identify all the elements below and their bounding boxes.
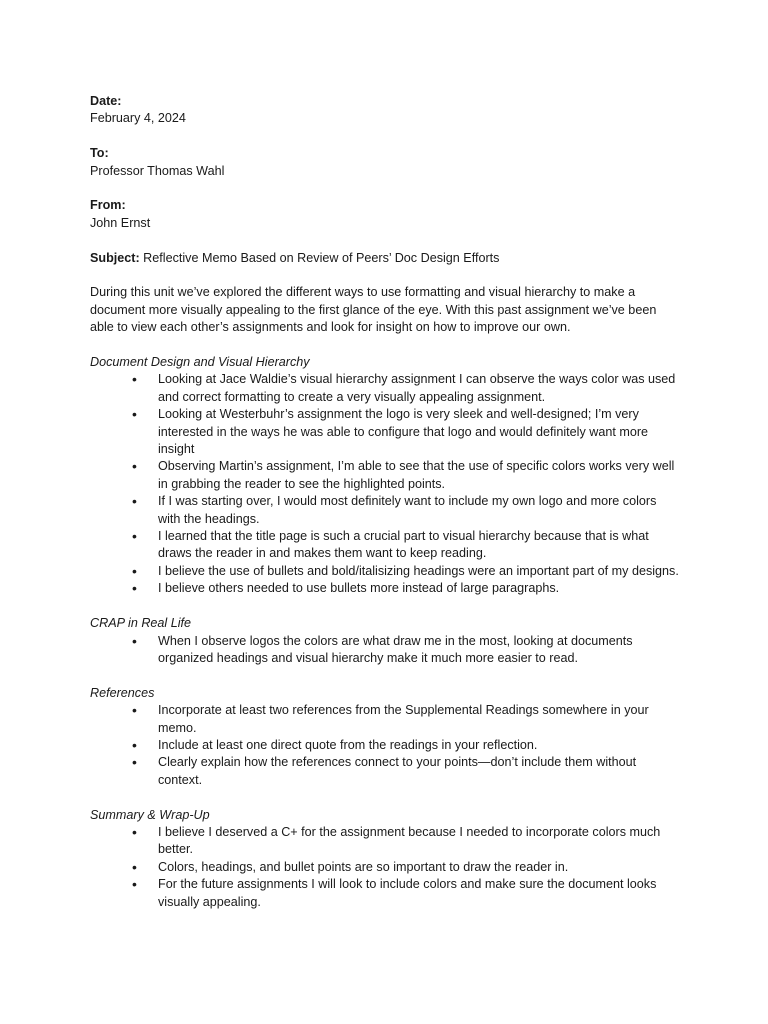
section-heading: Document Design and Visual Hierarchy — [90, 355, 310, 370]
bullet-list — [90, 824, 680, 911]
section-summary — [90, 807, 680, 911]
section-heading: CRAP in Real Life — [90, 616, 192, 631]
from-value: John Ernst — [90, 215, 151, 230]
section-heading: Summary & Wrap-Up — [90, 807, 210, 822]
to-label: To: — [90, 146, 109, 161]
list-item: • I believe the use of bullets and bold/italisizing headings were an important part of my designs. — [158, 563, 680, 580]
list-item: • Looking at Westerbuhr’s assignment the logo is very sleek and well-designed; I’m very interested in the ways he was able to configure that logo and would definitely want more insight — [158, 406, 680, 458]
list-item: • Include at least one direct quote from the readings in your reflection. — [158, 737, 680, 754]
subject-value: Reflective Memo Based on Review of Peers’ Doc Design Efforts — [139, 250, 500, 265]
section-crap-real-life — [90, 615, 680, 667]
list-item: • I believe others needed to use bullets more instead of large paragraphs. — [158, 580, 680, 597]
section-visual-hierarchy — [90, 354, 680, 598]
list-item: • If I was starting over, I would most definitely want to include my own logo and more colors with the headings. — [158, 493, 680, 528]
date-label: Date: — [90, 94, 122, 108]
bullet-list — [90, 702, 680, 789]
subject-label: Subject: — [90, 250, 140, 265]
list-item: • Clearly explain how the references connect to your points—don’t include them without context. — [158, 754, 680, 789]
from-label: From: — [90, 198, 126, 213]
list-item: • I believe I deserved a C+ for the assignment because I needed to incorporate colors much better. — [158, 824, 680, 859]
list-item: • I learned that the title page is such a crucial part to visual hierarchy because that is what draws the reader in and makes them want to keep reading. — [158, 528, 680, 563]
date-value: February 4, 2024 — [90, 111, 186, 126]
intro-paragraph: During this unit we’ve explored the different ways to use formatting and visual hierarchy to make a document more visually appealing to the first glance of the eye. With this past assignment we’ve been able to view each other’s assignments and look for insight on how to improve our own. — [90, 285, 657, 335]
bullet-list — [90, 371, 680, 597]
list-item: • For the future assignments I will look to include colors and make sure the document looks visually appealing. — [158, 876, 680, 911]
list-item: • Looking at Jace Waldie’s visual hierarchy assignment I can observe the ways color was used and correct formatting to create a very visually appealing assignment. — [158, 371, 680, 406]
memo-body — [90, 93, 680, 911]
list-item: • Incorporate at least two references from the Supplemental Readings somewhere in your memo. — [158, 702, 680, 737]
list-item: • Colors, headings, and bullet points are so important to draw the reader in. — [158, 859, 680, 876]
bullet-list — [90, 633, 680, 668]
section-references — [90, 685, 680, 789]
section-heading: References — [90, 685, 155, 700]
subject-line — [90, 250, 680, 267]
list-item: • Observing Martin’s assignment, I’m able to see that the use of specific colors works very well in grabbing the reader to see the highlighted points. — [158, 458, 680, 493]
list-item: • When I observe logos the colors are what draw me in the most, looking at documents organized headings and visual hierarchy make it much more easier to read. — [158, 633, 680, 668]
to-value: Professor Thomas Wahl — [90, 163, 225, 178]
